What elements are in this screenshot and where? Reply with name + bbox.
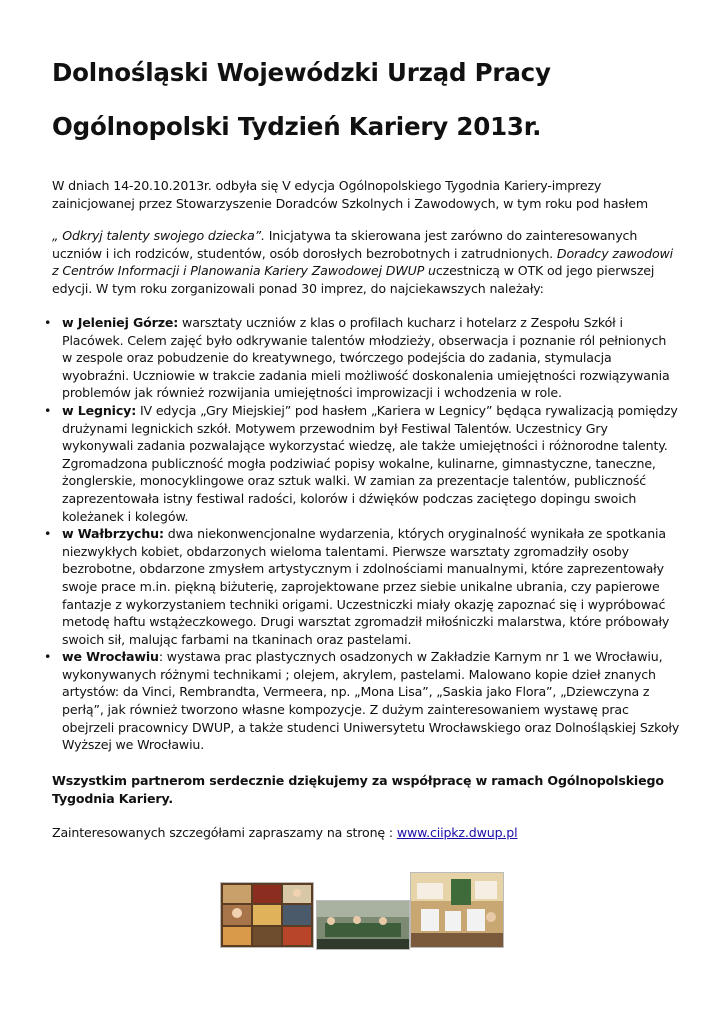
event-description: : wystawa prac plastycznych osadzonych w Zakładzie Karnym nr 1 we Wrocławiu, wykonywanych różnymi technikami ; olejem, akrylem, pastelami. Malowano kopie dzieł znanych artystów: da Vinci, Rembrandta, Vermeera, np. „Mona Lisa”, „Saskia jako Flora”, „Dziewczyna z perłą”, jak również tworzono własne kompozycje. Z dużym zainteresowaniem wystawę prac obejrzeli pracownicy DWUP, a także studenci Uniwersytetu Wrocławskiego oraz Dolnośląskiej Szkoły Wyższej we Wrocławiu.: [62, 649, 680, 753]
event-city: w Wałbrzychu:: [62, 526, 164, 542]
workshop-photo: [316, 900, 410, 950]
intro-text-1: Inicjatywa ta skierowana jest zarówno do zainteresowanych uczniów i ich rodziców, studentów, osób dorosłych bezrobotnych i zatrudnionych.: [52, 228, 638, 261]
event-city: w Jeleniej Górze:: [62, 315, 179, 330]
bullet-icon: •: [44, 526, 52, 542]
event-description: IV edycja „Gry Miejskiej” pod hasłem „Kariera w Legnicy” będąca rywalizacją pomiędzy drużynami legnickich szkół. Motywem przewodnim był Festiwal Talentów. Uczestnicy Gry wykonywali zadania pozwalające wykorzystać wiedzę, ale także umiejętności i różnorodne talenty. Zgromadzona publiczność mogła podziwiać popisy wokalne, kulinarne, gimnastyczne, taneczne, żonglerskie, monocyklingowe oraz sztuk walki. W zamian za prezentacje talentów, publiczność zaprezentowała istny festiwal radości, kolorów i dźwięków podczas zaciętego dopingu swoich koleżanek i kolegów.: [62, 402, 678, 524]
page-title: Dolnośląski Wojewódzki Urząd Pracy: [52, 58, 551, 87]
bullet-icon: •: [44, 315, 52, 330]
bullet-icon: •: [44, 402, 52, 418]
intro-text-2: czestniczą w OTK od jego pierwszej edycji. W tym roku zorganizowali ponad 30 imprez, do najciekawszych należały:: [52, 263, 655, 296]
event-city: w Legnicy:: [62, 402, 137, 418]
exhibition-photo: [410, 872, 504, 948]
counselors-italic: Doradcy zawodowi z Centrów Informacji i Planowania Kariery Zawodowej DWUP u: [52, 245, 673, 279]
events-list: [44, 314, 680, 754]
website-link[interactable]: www.ciipkz.dwup.pl: [396, 825, 518, 840]
collage-photo: [220, 882, 314, 948]
page-subtitle: Ogólnopolski Tydzień Kariery 2013r.: [52, 112, 542, 141]
intro-paragraph-2: [52, 227, 680, 297]
event-city: we Wrocławiu: [62, 649, 159, 665]
bullet-icon: •: [44, 649, 52, 665]
list-item: [44, 314, 680, 402]
event-description: dwa niekonwencjonalne wydarzenia, których oryginalność wynikała ze spotkania niezwykłych kobiet, obdarzonych wieloma talentami. Pierwsze warsztaty zgromadziły osoby bezrobotne, obdarzone zmysłem artystycznym i zdolnościami manualnymi, które zaprezentowały swoje prace m.in. piękną biżuterię, zaprojektowane przez siebie unikalne ubrania, czy papierowe fantazje z wykorzystaniem techniki origami. Uczestniczki miały okazję zapoznać się i wypróbować metodę haftu wstążeczkowego. Drugi warsztat zgromadził miłośniczki malarstwa, które próbowały swoich sił, malując farbami na tkaninach oraz pastelami.: [62, 526, 670, 647]
intro-paragraph-1: W dniach 14-20.10.2013r. odbyła się V edycja Ogólnopolskiego Tygodnia Kariery-imprezy zainicjowanej przez Stowarzyszenie Doradców Szkolnych i Zawodowych, w tym roku pod hasłem: [52, 178, 648, 211]
contact-line: [52, 824, 680, 842]
slogan-quote: „ Odkryj talenty swojego dziecka”.: [52, 228, 265, 244]
thanks-note: Wszystkim partnerom serdecznie dziękujemy za współpracę w ramach Ogólnopolskiego Tygodnia Kariery.: [52, 773, 664, 806]
list-item: [44, 525, 680, 648]
intro-section: [52, 177, 680, 298]
list-item: [44, 402, 680, 525]
event-description: warsztaty uczniów z klas o profilach kucharz i hotelarz z Zespołu Szkół i Placówek. Celem zajęć było odkrywanie talentów młodzieży, obserwacja i poznanie ról pełnionych w zespole oraz pobudzenie do kreatywnego, twórczego podejścia do zadania, stymulacja wyobraźni. Uczniowie w trakcie zadania mieli możliwość doskonalenia umiejętności rozwiązywania problemów jak również rozwijania umiejętności improwizacji i wchodzenia w role.: [62, 315, 670, 401]
list-item: [44, 648, 680, 754]
photo-strip: [220, 872, 510, 950]
contact-text: Zainteresowanych szczegółami zapraszamy na stronę :: [52, 825, 397, 840]
